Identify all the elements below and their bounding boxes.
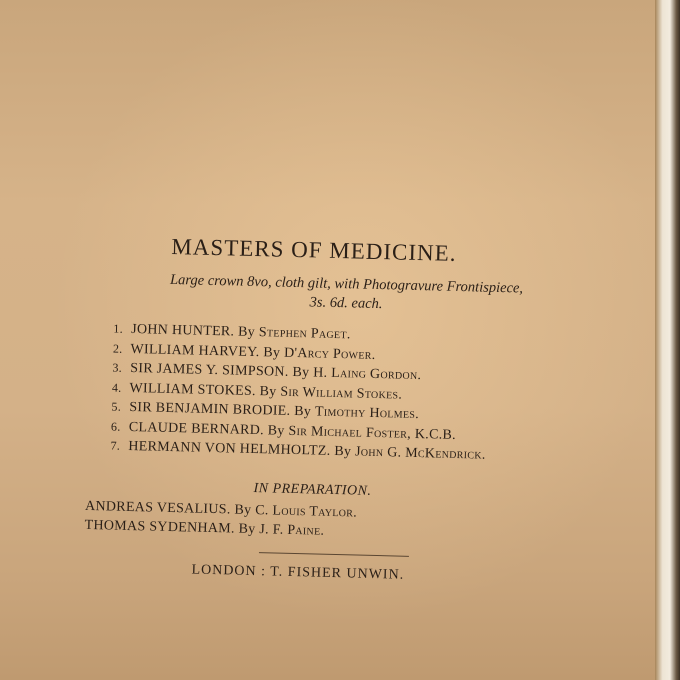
item-by: By [259,383,277,400]
item-subject: WILLIAM HARVEY. [130,341,260,360]
divider-rule [259,552,409,557]
item-number: 6. [110,419,121,434]
item-author: J. F. Paine. [259,522,325,539]
subtitle-line: Large crown 8vo, cloth gilt, with Photogravure Frontispiece, [169,271,524,297]
item-author: John G. McKendrick. [354,444,486,463]
preparation-list [84,497,357,542]
item-by: By [263,344,281,361]
item-subject: ANDREAS VESALIUS. [84,498,231,518]
item-number: 2. [112,341,123,356]
item-author: Sir Michael Foster, K.C.B. [288,423,457,443]
item-by: By [267,422,285,439]
item-subject: SIR JAMES Y. SIMPSON. [130,360,289,380]
page-edge [655,0,680,680]
item-author: C. Louis Taylor. [255,503,358,521]
item-author: H. Laing Gordon. [312,365,422,384]
in-preparation-heading: IN PREPARATION. [253,481,372,499]
item-subject: THOMAS SYDENHAM. [84,517,235,537]
item-by: By [238,521,256,538]
series-list [110,320,488,466]
item-by: By [334,443,352,460]
item-number: 7. [110,438,121,453]
item-subject: SIR BENJAMIN BRODIE. [129,399,291,419]
page-content [83,222,592,619]
publisher-imprint: LONDON : T. FISHER UNWIN. [191,562,405,583]
item-by: By [294,404,312,420]
item-number: 5. [111,399,122,414]
item-author: Timothy Holmes. [314,404,420,423]
item-subject: WILLIAM STOKES. [129,380,257,399]
item-by: By [234,502,252,518]
series-subtitle [116,270,577,319]
subtitle-line: 3s. 6d. each. [309,294,383,313]
item-by: By [292,364,310,381]
item-subject: HERMANN VON HELMHOLTZ. [128,438,331,459]
item-author: D'Arcy Power. [283,345,376,363]
item-number: 1. [113,321,124,336]
item-number: 3. [112,360,123,375]
item-by: By [237,324,256,341]
item-author: Sir William Stokes. [280,384,403,403]
item-author: Stephen Paget. [258,325,351,343]
item-number: 4. [111,380,122,395]
item-subject: CLAUDE BERNARD. [128,419,265,438]
item-subject: JOHN HUNTER. [131,321,235,340]
series-title: MASTERS OF MEDICINE. [171,233,457,266]
